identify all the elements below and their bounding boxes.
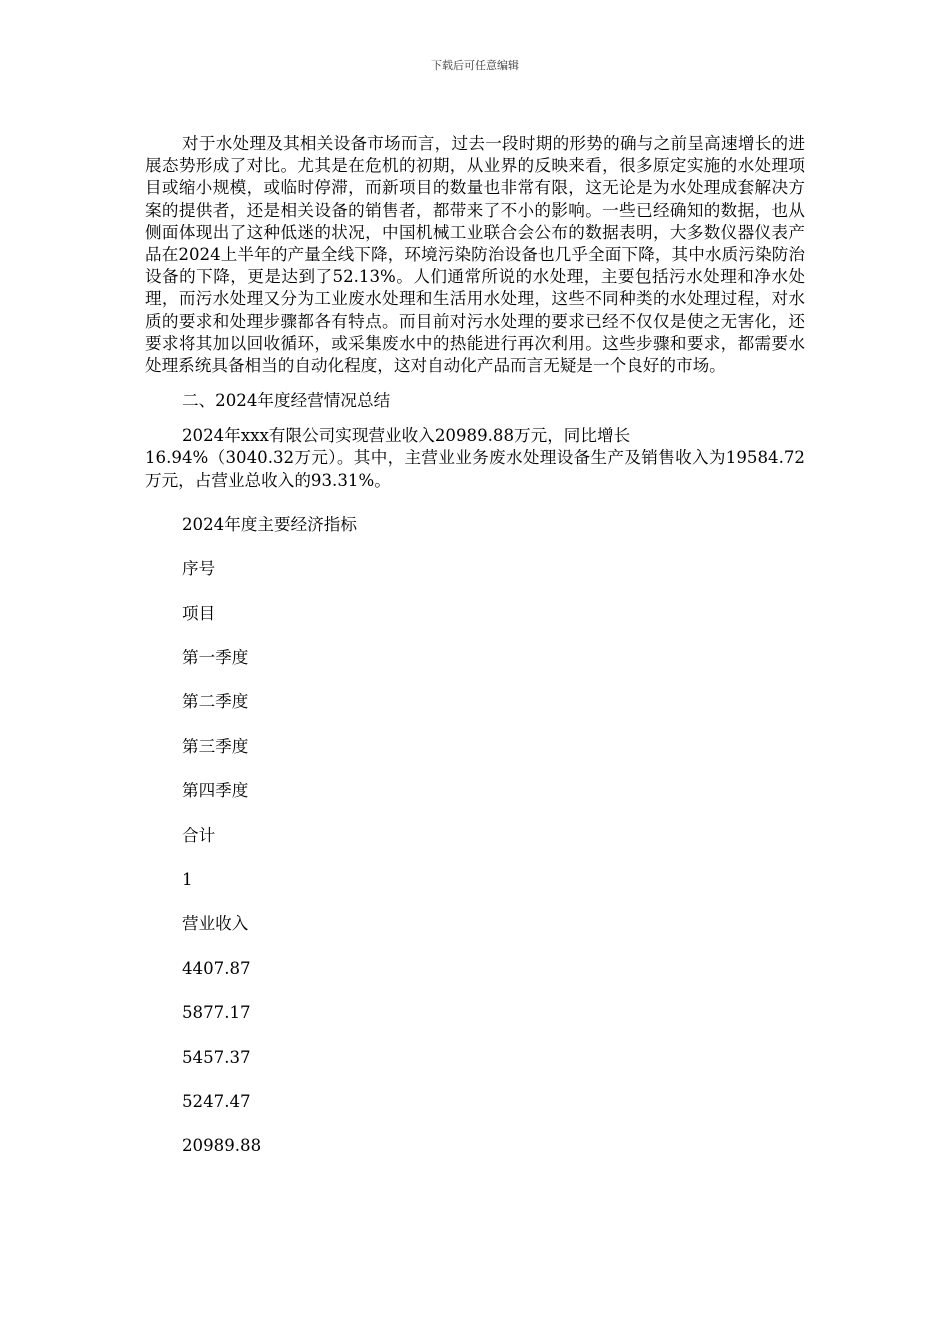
section-heading: 二、2024年度经营情况总结 [182, 391, 391, 411]
row-cell-q2: 5877.17 [182, 1003, 251, 1023]
summary-line-rest: 16.94%（3040.32万元）。其中，主营业业务废水处理设备生产及销售收入为19584.72万元，占营业总收入的93.31%。 [145, 448, 805, 490]
row-cell-q4: 5247.47 [182, 1091, 251, 1111]
header-cell-total: 合计 [182, 825, 216, 845]
summary-line-1: 2024年xxx有限公司实现营业收入20989.88万元，同比增长 [182, 426, 631, 446]
row-cell-item: 营业收入 [182, 914, 249, 934]
header-cell-item: 项目 [182, 603, 216, 623]
spacer [145, 377, 805, 390]
row-cell-q3: 5457.37 [182, 1047, 251, 1067]
document-body [145, 133, 805, 1180]
row-cell-total: 20989.88 [182, 1136, 262, 1156]
header-cell-index: 序号 [182, 559, 216, 579]
row-cell-q1: 4407.87 [182, 958, 251, 978]
indicators-title: 2024年度主要经济指标 [182, 514, 357, 534]
spacer [145, 492, 805, 514]
header-cell-q1: 第一季度 [182, 648, 249, 668]
row-cell-index: 1 [182, 869, 193, 889]
header-cell-q4: 第四季度 [182, 781, 249, 801]
header-cell-q3: 第三季度 [182, 736, 249, 756]
summary-paragraph [145, 425, 805, 492]
page-header-note: 下载后可任意编辑 [431, 59, 519, 72]
intro-paragraph: 对于水处理及其相关设备市场而言，过去一段时期的形势的确与之前呈高速增长的进展态势形成了对比。尤其是在危机的初期，从业界的反映来看，很多原定实施的水处理项目或缩小规模，或临时停滞，而新项目的数量也非常有限，这无论是为水处理成套解决方案的提供者，还是相关设备的销售者，都带来了不小的影响。一些已经确知的数据，也从侧面体现出了这种低迷的状况，中国机械工业联合会公布的数据表明，大多数仪器仪表产品在2024上半年的产量全线下降，环境污染防治设备也几乎全面下降，其中水质污染防治设备的下降，更是达到了52.13%。人们通常所说的水处理，主要包括污水处理和净水处理，而污水处理又分为工业废水处理和生活用水处理，这些不同种类的水处理过程，对水质的要求和处理步骤都各有特点。而目前对污水处理的要求已经不仅仅是使之无害化，还要求将其加以回收循环，或采集废水中的热能进行再次利用。这些步骤和要求，都需要水处理系统具备相当的自动化程度，这对自动化产品而言无疑是一个良好的市场。 [145, 134, 805, 376]
header-cell-q2: 第二季度 [182, 692, 249, 712]
